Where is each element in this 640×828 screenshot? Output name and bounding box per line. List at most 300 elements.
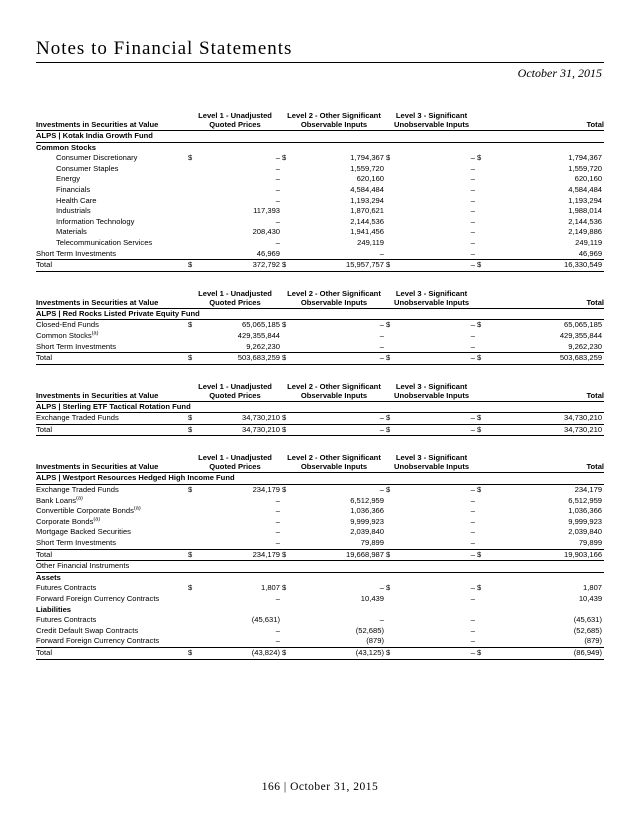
- currency-symbol: [188, 185, 200, 196]
- currency-symbol: [282, 538, 294, 549]
- fund-name: ALPS | Sterling ETF Tactical Rotation Fund: [36, 401, 604, 413]
- level3-value: –: [470, 206, 476, 216]
- currency-symbol: [282, 331, 294, 342]
- currency-symbol: [282, 594, 294, 605]
- currency-symbol: [188, 615, 200, 626]
- column-header-level2: [282, 289, 386, 309]
- table-row: [36, 196, 604, 207]
- subsection-label: Liabilities: [36, 604, 72, 614]
- total-value: 249,119: [575, 237, 603, 247]
- currency-symbol: [188, 206, 200, 217]
- level1-value: –: [275, 594, 281, 603]
- row-label: [36, 227, 188, 238]
- row-label: [36, 331, 188, 342]
- total-value: (86,949): [489, 647, 604, 659]
- currency-symbol: [477, 164, 489, 175]
- row-label-text: Closed-End Funds: [36, 320, 99, 330]
- level1-value: –: [275, 506, 281, 516]
- row-label-text: Financials: [56, 184, 91, 194]
- level1-value: –: [275, 495, 281, 505]
- row-label-text: Materials: [56, 227, 87, 237]
- row-label-text: Common Stocks: [36, 330, 92, 340]
- currency-symbol: [282, 249, 294, 260]
- currency-symbol: [386, 227, 398, 238]
- table-row: [36, 561, 604, 573]
- level3-value: –: [470, 527, 476, 537]
- row-label: [36, 260, 188, 272]
- currency-symbol: [386, 626, 398, 637]
- currency-symbol: $: [282, 260, 294, 272]
- fund-table: [36, 289, 604, 365]
- level3-value: –: [398, 260, 477, 272]
- currency-symbol: $: [188, 260, 200, 272]
- currency-symbol: [282, 238, 294, 249]
- table-row: [36, 636, 604, 647]
- header-line-1: Level 2 - Other Significant: [287, 381, 381, 391]
- header-line-2: Unobservable Inputs: [393, 120, 470, 129]
- table-row: [36, 583, 604, 594]
- column-header-investments: Investments in Securities at Value: [36, 453, 188, 473]
- level2-value: 1,870,621: [350, 206, 385, 216]
- row-label: [36, 238, 188, 249]
- column-header-level3: [386, 382, 477, 402]
- total-value: 1,559,720: [568, 163, 603, 173]
- table-row: [36, 206, 604, 217]
- row-label-text: Short Term Investments: [36, 341, 117, 351]
- level2-value: –: [379, 320, 385, 330]
- fair-value-tables: [36, 111, 604, 660]
- currency-symbol: $: [477, 353, 489, 365]
- level2-value: 19,668,987: [294, 549, 386, 561]
- table-row: [36, 572, 604, 583]
- column-header-investments: Investments in Securities at Value: [36, 382, 188, 402]
- currency-symbol: [477, 506, 489, 517]
- currency-symbol: [386, 164, 398, 175]
- total-value: 19,903,166: [489, 549, 604, 561]
- currency-symbol: $: [386, 424, 398, 436]
- level1-value: 34,730,210: [200, 424, 282, 436]
- currency-symbol: [386, 527, 398, 538]
- currency-symbol: [386, 174, 398, 185]
- row-label: [36, 594, 188, 605]
- row-label-text: Short Term Investments: [36, 248, 117, 258]
- row-label: [36, 320, 188, 331]
- table-row: [36, 227, 604, 238]
- currency-symbol: [188, 517, 200, 528]
- level1-value: –: [275, 538, 281, 548]
- table-row: [36, 238, 604, 249]
- total-value: 234,179: [574, 485, 603, 495]
- total-value: 1,807: [583, 583, 603, 593]
- currency-symbol: $: [188, 485, 193, 495]
- row-label: [36, 217, 188, 228]
- row-label-text: Short Term Investments: [36, 538, 117, 548]
- currency-symbol: [282, 217, 294, 228]
- level3-value: –: [470, 516, 476, 526]
- level2-value: –: [379, 413, 385, 423]
- currency-symbol: [386, 506, 398, 517]
- level1-value: 1,807: [261, 583, 281, 593]
- row-label: [36, 506, 188, 517]
- currency-symbol: [477, 538, 489, 549]
- total-value: 9,999,923: [568, 516, 603, 526]
- currency-symbol: [477, 615, 489, 626]
- section-label: Common Stocks: [36, 142, 96, 152]
- level2-value: 1,193,294: [350, 195, 385, 205]
- currency-symbol: $: [477, 647, 489, 659]
- currency-symbol: $: [282, 549, 294, 561]
- row-label: [36, 153, 188, 164]
- level3-value: –: [470, 495, 476, 505]
- total-value: 2,039,840: [568, 527, 603, 537]
- table-row: [36, 626, 604, 637]
- fund-table: [36, 111, 604, 272]
- level2-value: (43,125): [294, 647, 386, 659]
- currency-symbol: [477, 342, 489, 353]
- currency-symbol: $: [386, 153, 391, 163]
- total-value: 620,160: [574, 174, 603, 184]
- header-line-2: Unobservable Inputs: [393, 462, 470, 472]
- currency-symbol: $: [386, 647, 398, 659]
- currency-symbol: [386, 185, 398, 196]
- level3-value: –: [470, 195, 476, 205]
- row-label-text: Bank Loans: [36, 495, 77, 505]
- currency-symbol: [386, 249, 398, 260]
- header-line-2: Observable Inputs: [300, 390, 368, 400]
- currency-symbol: [188, 626, 200, 637]
- total-row: [36, 549, 604, 561]
- total-value: (52,685): [573, 625, 603, 635]
- currency-symbol: $: [386, 260, 398, 272]
- table-row: [36, 217, 604, 228]
- currency-symbol: [477, 196, 489, 207]
- currency-symbol: $: [188, 583, 193, 593]
- level3-value: –: [398, 353, 477, 365]
- table-row: [36, 605, 604, 616]
- row-label: [36, 174, 188, 185]
- header-line-1: Level 1 - Unadjusted: [198, 288, 272, 298]
- table-row: [36, 142, 604, 153]
- level1-value: –: [275, 163, 281, 173]
- level3-value: –: [470, 413, 476, 423]
- column-header-investments: Investments in Securities at Value: [36, 111, 188, 131]
- level3-value: –: [470, 153, 476, 163]
- level1-value: –: [275, 237, 281, 247]
- currency-symbol: [188, 196, 200, 207]
- column-header-level1: [188, 289, 282, 309]
- row-label-text: Exchange Traded Funds: [36, 413, 119, 423]
- column-header-total: Total: [477, 111, 604, 131]
- row-label: [36, 527, 188, 538]
- row-label-text: Credit Default Swap Contracts: [36, 625, 139, 635]
- level3-value: –: [470, 174, 476, 184]
- header-line-2: Quoted Prices: [209, 390, 261, 400]
- total-value: 6,512,959: [568, 495, 603, 505]
- fund-name: ALPS | Westport Resources Hedged High Income Fund: [36, 473, 604, 485]
- level1-value: 9,262,230: [246, 341, 281, 351]
- column-header-level2: [282, 111, 386, 131]
- header-line-1: Level 1 - Unadjusted: [198, 381, 272, 391]
- currency-symbol: $: [188, 424, 200, 436]
- table-row: [36, 538, 604, 549]
- row-label: [36, 196, 188, 207]
- currency-symbol: $: [477, 424, 489, 436]
- total-value: 10,439: [578, 594, 603, 603]
- table-row: [36, 174, 604, 185]
- total-value: 16,330,549: [489, 260, 604, 272]
- level3-value: –: [470, 625, 476, 635]
- level2-value: 10,439: [360, 594, 385, 603]
- currency-symbol: [386, 594, 398, 605]
- level3-value: –: [470, 320, 476, 330]
- level3-value: –: [470, 184, 476, 194]
- currency-symbol: $: [477, 413, 482, 423]
- level1-value: –: [275, 184, 281, 194]
- header-line-1: Level 3 - Significant: [395, 111, 468, 120]
- currency-symbol: $: [477, 549, 489, 561]
- currency-symbol: $: [386, 320, 391, 330]
- level3-value: –: [470, 485, 476, 495]
- level1-value: –: [275, 153, 281, 163]
- currency-symbol: [188, 331, 200, 342]
- level3-value: –: [398, 424, 477, 436]
- row-label-text: Information Technology: [56, 216, 135, 226]
- currency-symbol: $: [477, 153, 482, 163]
- table-row: [36, 517, 604, 528]
- row-label-text: Consumer Discretionary: [56, 153, 138, 163]
- level3-value: –: [470, 227, 476, 237]
- currency-symbol: [282, 626, 294, 637]
- level3-value: –: [470, 330, 476, 340]
- level3-value: –: [470, 636, 476, 646]
- footnote-marker: (a): [133, 506, 141, 512]
- row-label: [36, 206, 188, 217]
- currency-symbol: $: [477, 583, 482, 593]
- fund-table: [36, 453, 604, 659]
- currency-symbol: $: [188, 353, 200, 365]
- currency-symbol: [188, 496, 200, 507]
- currency-symbol: [188, 164, 200, 175]
- currency-symbol: [477, 185, 489, 196]
- currency-symbol: [386, 615, 398, 626]
- column-header-level3: [386, 289, 477, 309]
- currency-symbol: $: [386, 485, 391, 495]
- header-line-1: Level 2 - Other Significant: [287, 111, 381, 120]
- currency-symbol: $: [477, 485, 482, 495]
- currency-symbol: [282, 615, 294, 626]
- level3-value: –: [470, 341, 476, 351]
- row-label-text: Consumer Staples: [56, 163, 119, 173]
- level3-value: –: [398, 647, 477, 659]
- currency-symbol: [477, 217, 489, 228]
- level3-value: –: [398, 549, 477, 561]
- currency-symbol: [188, 506, 200, 517]
- currency-symbol: [188, 227, 200, 238]
- row-label: [36, 615, 188, 626]
- table-row: [36, 153, 604, 164]
- fund-name: ALPS | Kotak India Growth Fund: [36, 131, 604, 143]
- currency-symbol: [282, 496, 294, 507]
- table-row: [36, 331, 604, 342]
- row-label: [36, 636, 188, 647]
- total-value: 79,899: [578, 538, 603, 548]
- row-label-text: Mortgage Backed Securities: [36, 527, 131, 537]
- currency-symbol: $: [188, 549, 200, 561]
- level1-value: 117,393: [253, 206, 281, 216]
- currency-symbol: [386, 538, 398, 549]
- currency-symbol: [386, 496, 398, 507]
- currency-symbol: $: [282, 583, 287, 593]
- row-label-text: Industrials: [56, 206, 91, 216]
- currency-symbol: $: [282, 413, 287, 423]
- header-line-1: Level 3 - Significant: [395, 381, 468, 391]
- header-line-1: Level 3 - Significant: [395, 288, 468, 298]
- currency-symbol: $: [188, 320, 193, 330]
- row-label: [36, 626, 188, 637]
- level1-value: –: [275, 195, 281, 205]
- total-row: [36, 424, 604, 436]
- table-row: [36, 164, 604, 175]
- currency-symbol: $: [282, 647, 294, 659]
- row-label: [36, 538, 188, 549]
- currency-symbol: [282, 206, 294, 217]
- row-label-text: Total: [36, 647, 53, 657]
- column-header-investments: Investments in Securities at Value: [36, 289, 188, 309]
- total-value: 34,730,210: [564, 413, 603, 423]
- column-header-level1: [188, 453, 282, 473]
- currency-symbol: [477, 626, 489, 637]
- level3-value: –: [470, 237, 476, 247]
- currency-symbol: [282, 517, 294, 528]
- currency-symbol: [282, 196, 294, 207]
- total-value: 46,969: [578, 248, 603, 258]
- currency-symbol: [477, 331, 489, 342]
- total-row: [36, 260, 604, 272]
- currency-symbol: [282, 227, 294, 238]
- level1-value: –: [275, 625, 281, 635]
- level1-value: 234,179: [252, 485, 281, 495]
- header-rule: [36, 62, 604, 63]
- currency-symbol: [188, 174, 200, 185]
- level1-value: 234,179: [200, 549, 282, 561]
- row-label: [36, 485, 188, 496]
- total-value: 65,065,185: [564, 320, 603, 330]
- currency-symbol: $: [386, 353, 398, 365]
- level2-value: 249,119: [357, 237, 385, 247]
- currency-symbol: $: [188, 413, 193, 423]
- column-header-level1: [188, 111, 282, 131]
- currency-symbol: [386, 238, 398, 249]
- row-label-text: Total: [36, 260, 53, 270]
- row-label-text: Forward Foreign Currency Contracts: [36, 594, 160, 603]
- column-header-level3: [386, 111, 477, 131]
- row-label-text: Futures Contracts: [36, 583, 97, 593]
- currency-symbol: $: [188, 153, 193, 163]
- level1-value: –: [275, 527, 281, 537]
- level1-value: 208,430: [252, 227, 281, 237]
- level2-value: 1,559,720: [350, 163, 385, 173]
- currency-symbol: [386, 217, 398, 228]
- header-line-2: Observable Inputs: [300, 462, 368, 472]
- level1-value: 46,969: [256, 248, 281, 258]
- currency-symbol: $: [282, 153, 287, 163]
- level2-value: –: [379, 330, 385, 340]
- fund-name: ALPS | Red Rocks Listed Private Equity Fund: [36, 308, 604, 320]
- currency-symbol: $: [282, 424, 294, 436]
- currency-symbol: [477, 496, 489, 507]
- level1-value: 65,065,185: [242, 320, 281, 330]
- total-value: 9,262,230: [568, 341, 603, 351]
- level1-value: (45,631): [251, 615, 281, 625]
- row-label: [36, 647, 188, 659]
- currency-symbol: [477, 227, 489, 238]
- table-row: [36, 413, 604, 425]
- table-row: [36, 594, 604, 605]
- currency-symbol: [477, 174, 489, 185]
- total-value: 503,683,259: [489, 353, 604, 365]
- level1-value: –: [275, 174, 281, 184]
- currency-symbol: [477, 594, 489, 605]
- level1-value: 372,792: [200, 260, 282, 272]
- level2-value: –: [379, 248, 385, 258]
- currency-symbol: [386, 331, 398, 342]
- page-footer: 166 | October 31, 2015: [261, 781, 379, 793]
- level2-value: 2,144,536: [350, 216, 385, 226]
- level2-value: 2,039,840: [350, 527, 385, 537]
- row-label: [36, 249, 188, 260]
- row-label: [36, 413, 188, 425]
- currency-symbol: [477, 527, 489, 538]
- table-row: [36, 342, 604, 353]
- row-label: [36, 185, 188, 196]
- row-label: [36, 164, 188, 175]
- subsection-label: Other Financial Instruments: [36, 561, 604, 573]
- level1-value: 503,683,259: [200, 353, 282, 365]
- level3-value: –: [470, 538, 476, 548]
- row-label-text: Convertible Corporate Bonds: [36, 506, 134, 516]
- level1-value: –: [275, 216, 281, 226]
- row-label: [36, 496, 188, 507]
- table-row: [36, 496, 604, 507]
- level2-value: (879): [366, 636, 385, 646]
- header-line-2: Observable Inputs: [300, 297, 368, 307]
- level2-value: –: [294, 424, 386, 436]
- column-header-total: Total: [477, 382, 604, 402]
- level3-value: –: [470, 594, 476, 603]
- currency-symbol: [282, 342, 294, 353]
- currency-symbol: $: [282, 353, 294, 365]
- currency-symbol: [477, 206, 489, 217]
- row-label-text: Telecommunication Services: [56, 237, 153, 247]
- level2-value: 15,957,757: [294, 260, 386, 272]
- currency-symbol: $: [477, 320, 482, 330]
- page-title: Notes to Financial Statements: [36, 38, 293, 59]
- currency-symbol: [188, 217, 200, 228]
- row-label-text: Futures Contracts: [36, 615, 97, 625]
- row-label-text: Forward Foreign Currency Contracts: [36, 636, 160, 646]
- currency-symbol: $: [386, 413, 391, 423]
- total-value: 4,584,484: [568, 184, 603, 194]
- footnote-marker: (a): [93, 516, 101, 523]
- row-label: [36, 424, 188, 436]
- table-row: [36, 615, 604, 626]
- level3-value: –: [470, 506, 476, 516]
- currency-symbol: $: [477, 260, 489, 272]
- column-header-level2: [282, 453, 386, 473]
- row-label: [36, 549, 188, 561]
- currency-symbol: [386, 206, 398, 217]
- level2-value: 1,036,366: [350, 506, 385, 516]
